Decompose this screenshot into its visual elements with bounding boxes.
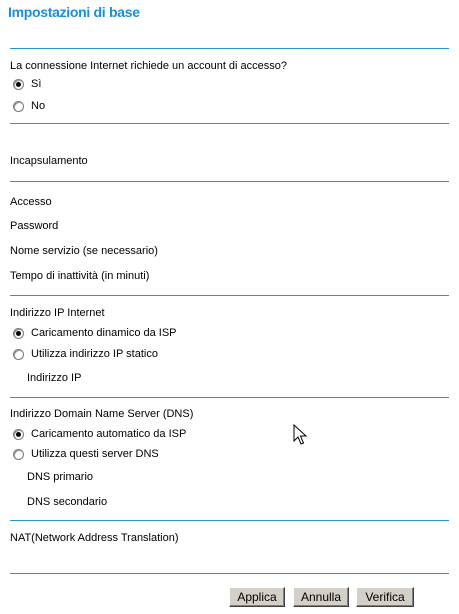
divider xyxy=(10,123,449,124)
radio-ip-static[interactable] xyxy=(13,348,158,360)
mouse-pointer-icon xyxy=(293,424,307,446)
radio-account-no[interactable] xyxy=(13,100,45,112)
radio-button-icon[interactable] xyxy=(13,449,24,460)
radio-label: Caricamento dinamico da ISP xyxy=(31,327,177,339)
login-label: Accesso xyxy=(10,196,52,208)
radio-dns-manual[interactable] xyxy=(13,448,159,460)
divider xyxy=(10,520,449,521)
radio-button-icon[interactable] xyxy=(13,429,24,440)
divider xyxy=(10,181,449,182)
ip-section-heading: Indirizzo IP Internet xyxy=(10,307,105,319)
radio-button-icon[interactable] xyxy=(13,349,24,360)
radio-label: Caricamento automatico da ISP xyxy=(31,428,187,440)
apply-button[interactable]: Applica xyxy=(229,587,285,607)
radio-label: Utilizza questi server DNS xyxy=(31,448,159,460)
radio-label: Sì xyxy=(31,78,42,90)
dns-primary-label: DNS primario xyxy=(27,471,94,483)
dns-section-heading: Indirizzo Domain Name Server (DNS) xyxy=(10,408,194,420)
idle-timeout-label: Tempo di inattività (in minuti) xyxy=(10,270,150,282)
radio-button-icon[interactable] xyxy=(13,328,24,339)
radio-label: Utilizza indirizzo IP statico xyxy=(31,348,158,360)
radio-button-icon[interactable] xyxy=(13,79,24,90)
test-button[interactable]: Verifica xyxy=(356,587,414,607)
radio-account-yes[interactable] xyxy=(13,78,41,90)
nat-label: NAT(Network Address Translation) xyxy=(10,532,179,544)
page-title: Impostazioni di base xyxy=(8,4,140,20)
divider xyxy=(10,397,449,398)
divider xyxy=(10,295,449,296)
radio-dns-auto[interactable] xyxy=(13,428,186,440)
account-question: La connessione Internet richiede un account di accesso? xyxy=(10,60,288,72)
ip-address-label: Indirizzo IP xyxy=(27,372,82,384)
radio-ip-dynamic[interactable] xyxy=(13,327,177,339)
service-name-label: Nome servizio (se necessario) xyxy=(10,245,158,257)
password-label: Password xyxy=(10,220,59,232)
radio-button-icon[interactable] xyxy=(13,101,24,112)
divider xyxy=(10,48,449,49)
cancel-button[interactable]: Annulla xyxy=(293,587,349,607)
divider xyxy=(10,573,449,574)
encapsulation-label: Incapsulamento xyxy=(10,155,88,167)
radio-label: No xyxy=(31,100,46,112)
dns-secondary-label: DNS secondario xyxy=(27,496,108,508)
